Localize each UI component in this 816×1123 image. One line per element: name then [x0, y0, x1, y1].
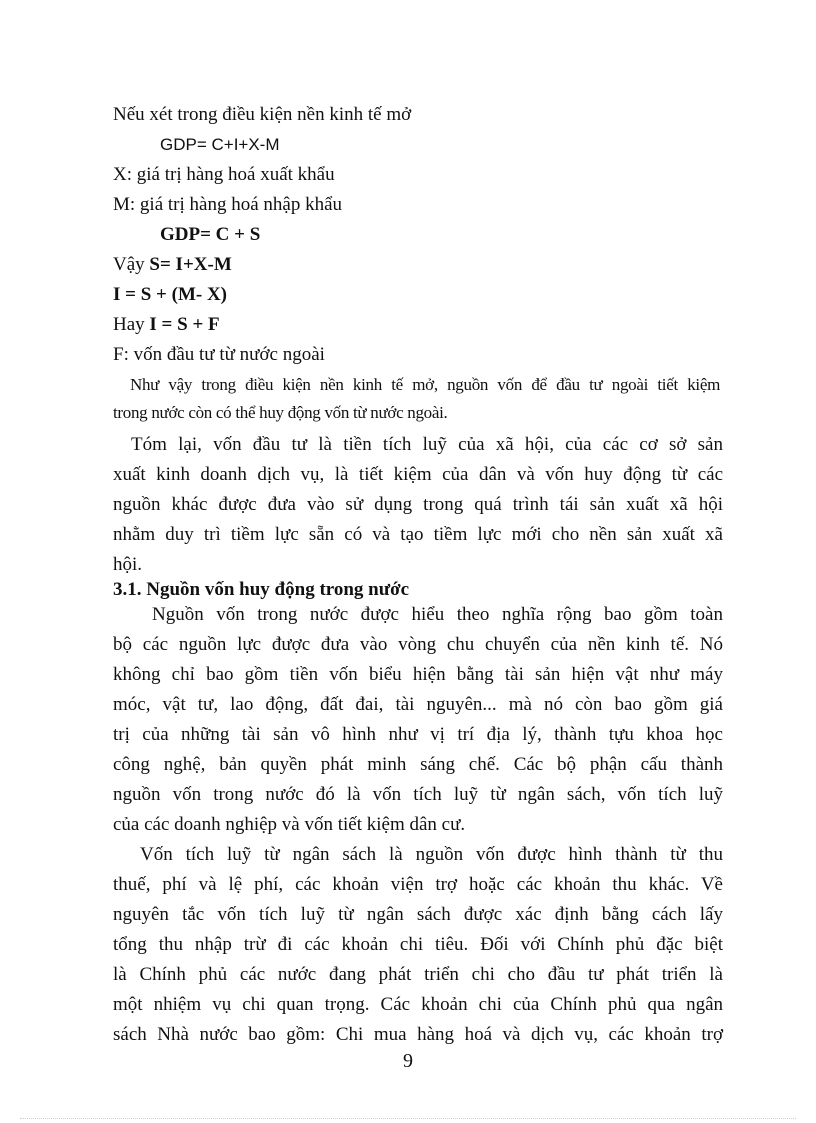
paragraph-line: tổng thu nhập trừ đi các khoản chi tiêu. Đối với Chính phủ đặc biệt [113, 934, 723, 955]
definition-f: F: vốn đầu tư từ nước ngoài [113, 344, 325, 365]
paragraph-line: sách Nhà nước bao gồm: Chi mua hàng hoá và dịch vụ, các khoản trợ [113, 1024, 723, 1045]
paragraph-line: nguồn khác được đưa vào sử dụng trong quá trình tái sản xuất xã hội [113, 494, 723, 515]
formula-hay [113, 313, 220, 337]
paragraph-line: thuế, phí và lệ phí, các khoản viện trợ hoặc các khoản thu khác. Về [113, 874, 723, 895]
formula-gdp-open: GDP= C+I+X-M [160, 135, 280, 154]
paragraph-line: nguyên tắc vốn tích luỹ từ ngân sách được xác định bằng cách lấy [113, 904, 723, 925]
paragraph-line: xuất kinh doanh dịch vụ, là tiết kiệm của dân và vốn huy động từ các [113, 464, 723, 485]
paragraph-line: Như vậy trong điều kiện nền kinh tế mở, nguồn vốn để đầu tư ngoài tiết kiệm [130, 375, 720, 394]
paragraph-line: một nhiệm vụ chi quan trọng. Các khoản chi của Chính phủ qua ngân [113, 994, 723, 1015]
paragraph-line: công nghệ, bản quyền phát minh sáng chế. Các bộ phận cấu thành [113, 754, 723, 775]
paragraph-line: trong nước còn có thể huy động vốn từ nước ngoài. [113, 403, 448, 422]
paragraph-line: của các doanh nghiệp và vốn tiết kiệm dân cư. [113, 814, 466, 835]
paragraph-line: không chỉ bao gồm tiền vốn biểu hiện bằng tài sản hiện vật như máy [113, 664, 723, 685]
page-bottom-divider [20, 1118, 796, 1119]
vay-label: Vậy [113, 254, 145, 275]
paragraph-line: móc, vật tư, lao động, đất đai, tài nguyên... mà nó còn bao gồm giá [113, 694, 723, 715]
paragraph-line: nhằm duy trì tiềm lực sẵn có và tạo tiềm lực mới cho nền sản xuất xã [113, 524, 723, 545]
paragraph-line: Tóm lại, vốn đầu tư là tiền tích luỹ của xã hội, của các cơ sở sản [131, 434, 723, 455]
hay-label: Hay [113, 314, 145, 335]
paragraph-line: nguồn vốn trong nước đó là vốn tích luỹ từ ngân sách, vốn tích luỹ [113, 784, 723, 805]
formula-i-sm: I = S + (M- X) [113, 284, 227, 305]
hay-formula: I = S + F [149, 314, 220, 335]
definition-x: X: giá trị hàng hoá xuất khẩu [113, 164, 335, 185]
vay-formula: S= I+X-M [149, 254, 232, 275]
paragraph-line: hội. [113, 554, 143, 575]
definition-m: M: giá trị hàng hoá nhập khẩu [113, 194, 343, 215]
formula-vay [113, 253, 232, 277]
page-number: 9 [403, 1050, 413, 1072]
intro-line: Nếu xét trong điều kiện nền kinh tế mở [113, 104, 412, 125]
paragraph-line: bộ các nguồn lực được đưa vào vòng chu chuyển của nền kinh tế. Nó [113, 634, 723, 655]
formula-gdp-cs: GDP= C + S [160, 224, 261, 245]
paragraph-line: là Chính phủ các nước đang phát triển chi cho đầu tư phát triển là [113, 964, 723, 985]
paragraph-line: Vốn tích luỹ từ ngân sách là nguồn vốn được hình thành từ thu [140, 844, 723, 865]
section-heading: 3.1. Nguồn vốn huy động trong nước [113, 579, 410, 600]
paragraph-line: Nguồn vốn trong nước được hiểu theo nghĩa rộng bao gồm toàn [152, 604, 723, 625]
paragraph-line: trị của những tài sản vô hình như vị trí địa lý, thành tựu khoa học [113, 724, 723, 745]
